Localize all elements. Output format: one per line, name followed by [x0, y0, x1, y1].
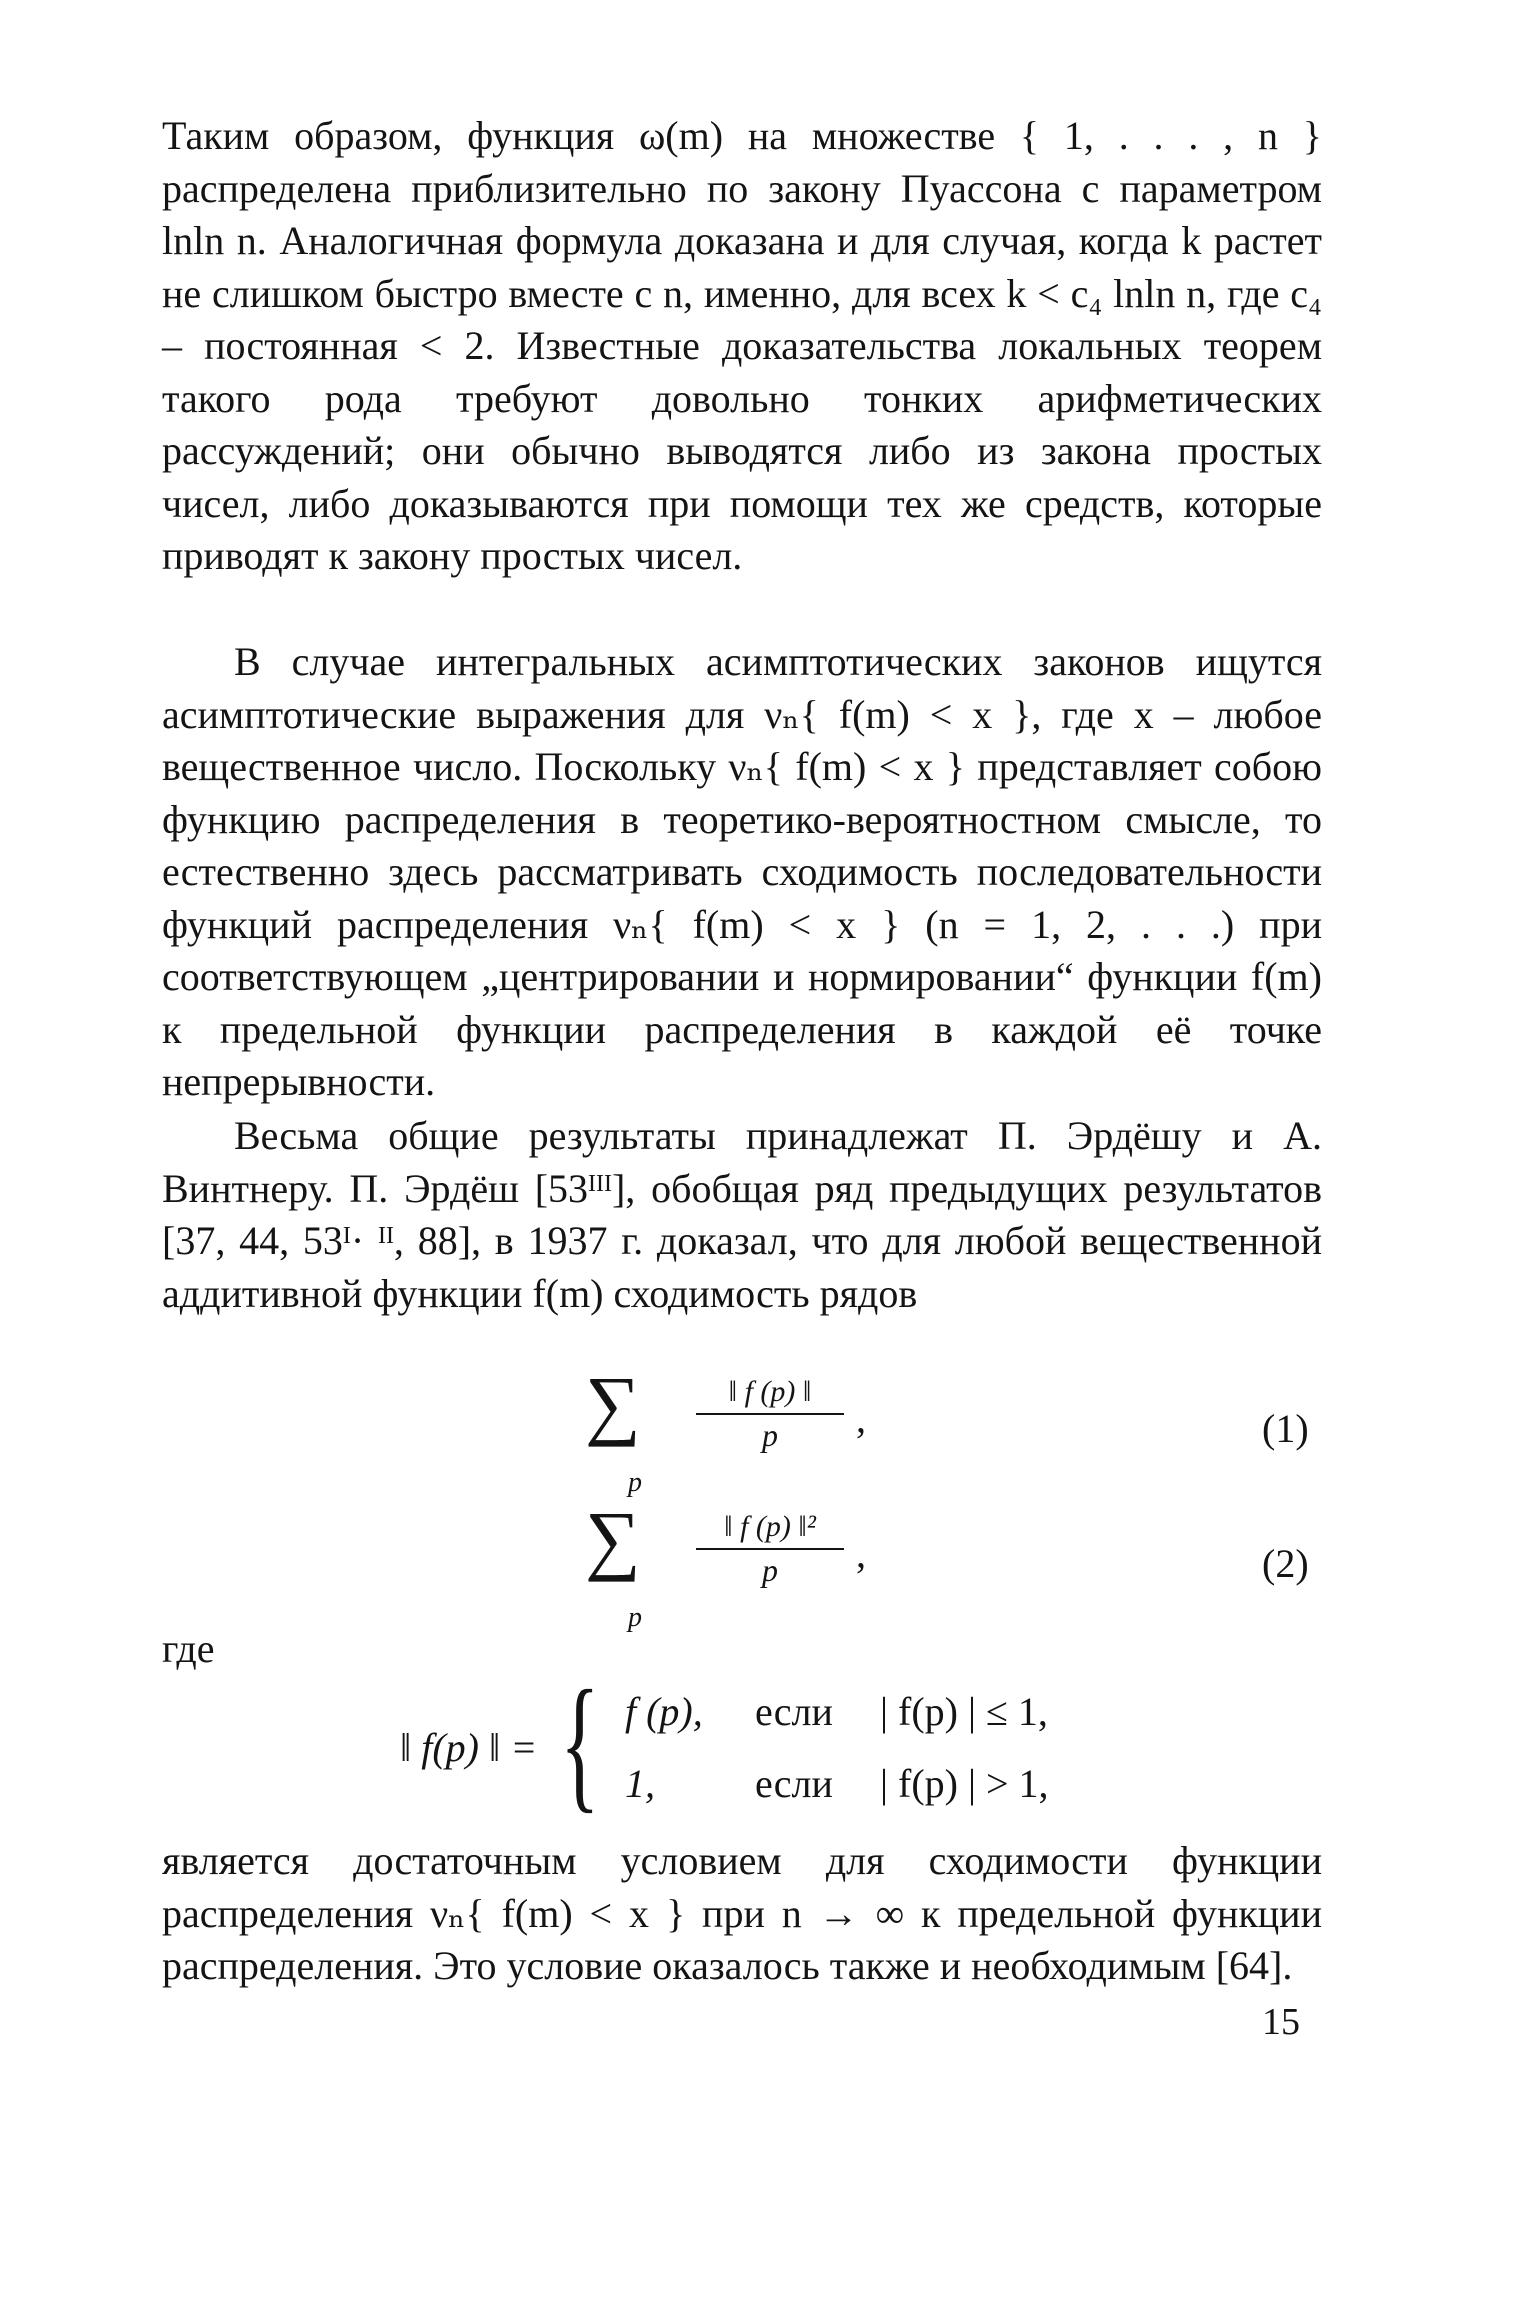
fraction-2 — [690, 1510, 850, 1589]
equation-number-1: (1) — [1262, 1406, 1309, 1451]
fraction-1-denominator: p — [762, 1417, 778, 1453]
case-2-condition: | f(p) | > 1, — [880, 1761, 1049, 1806]
case-2-value: 1, — [625, 1761, 655, 1806]
case-1-condition: | f(p) | ≤ 1, — [880, 1689, 1048, 1734]
fraction-1-numerator: ‖ f (p) ‖ — [728, 1375, 812, 1408]
paragraph-integral-laws — [162, 636, 1322, 1109]
paragraph-poisson — [162, 110, 1322, 583]
piecewise-definition — [0, 1660, 1515, 1838]
paragraph-text-3: Весьма общие результаты принадлежат П. Эрдёшу и А. Винтнеру. П. Эрдёш [53ᴵᴵᴵ], обобщая ряд предыдущих результатов [37, 44, 53ᴵ· ᴵᴵ, 88], в 1937 г. доказал, что для любой вещественной аддитивной функции f(m) сходимость рядов — [162, 1113, 1322, 1316]
formula-series-1 — [0, 1360, 1515, 1505]
paragraph-text-2: В случае интегральных асимптотических законов ищутся асимптотические выражения для νₙ{ f(m) < x }, где x – любое вещественное число. Поскольку νₙ{ f(m) < x } представляет собою функцию распределения в теоретико-вероятностном смысле, то естественно здесь рассматривать сходимость последовательности функций распределения νₙ{ f(m) < x } (n = 1, 2, . . .) при соответствующем „центрировании и нормировании“ функции f(m) к предельной функции распределения в каждой её точке непрерывности. — [162, 639, 1322, 1104]
sum-symbol: ∑ — [585, 1360, 641, 1447]
sum-index: p — [628, 1467, 642, 1498]
case-2-if: если — [755, 1761, 833, 1806]
paragraph-text-4: является достаточным условием для сходимости функции распределения νₙ{ f(m) < x } при n → ∞ к предельной функции распределения. Это условие оказалось также и необходимым [64]. — [162, 1838, 1322, 1988]
equation-number-2: (2) — [1262, 1541, 1309, 1586]
cases-lhs: ‖ f(p) ‖ = — [400, 1725, 538, 1770]
left-brace: { — [560, 1660, 600, 1826]
formula-comma: , — [856, 1531, 866, 1576]
sum-symbol: ∑ — [585, 1495, 641, 1582]
fraction-2-numerator: ‖ f (p) ‖² — [724, 1510, 816, 1543]
case-1-if: если — [755, 1689, 833, 1734]
paragraph-erdos-wintner — [162, 1110, 1322, 1320]
fraction-2-denominator: p — [762, 1552, 778, 1588]
formula-comma: , — [856, 1396, 866, 1441]
sum-index: p — [628, 1602, 642, 1633]
paragraph-text-1: Таким образом, функция ω(m) на множестве { 1, . . . , n } распределена приблизительно по закону Пуассона с параметром lnln n. Аналогичная формула доказана и для случая, когда k растет не слишком быстро вместе с n, именно, для всех k < c₄ lnln n, где c₄ – постоянная < 2. Известные доказательства локальных теорем такого рода требуют довольно тонких арифметических рассуждений; они обычно выводятся либо из закона простых чисел, либо доказываются при помощи тех же средств, которые приводят к закону простых чисел. — [162, 113, 1322, 578]
page-number: 15 — [1262, 2001, 1300, 2043]
where-label: где — [162, 1626, 215, 1671]
fraction-1 — [690, 1375, 850, 1454]
formula-series-2 — [0, 1495, 1515, 1640]
case-1-value: f (p), — [625, 1689, 703, 1734]
paragraph-sufficient-condition — [162, 1835, 1322, 1993]
